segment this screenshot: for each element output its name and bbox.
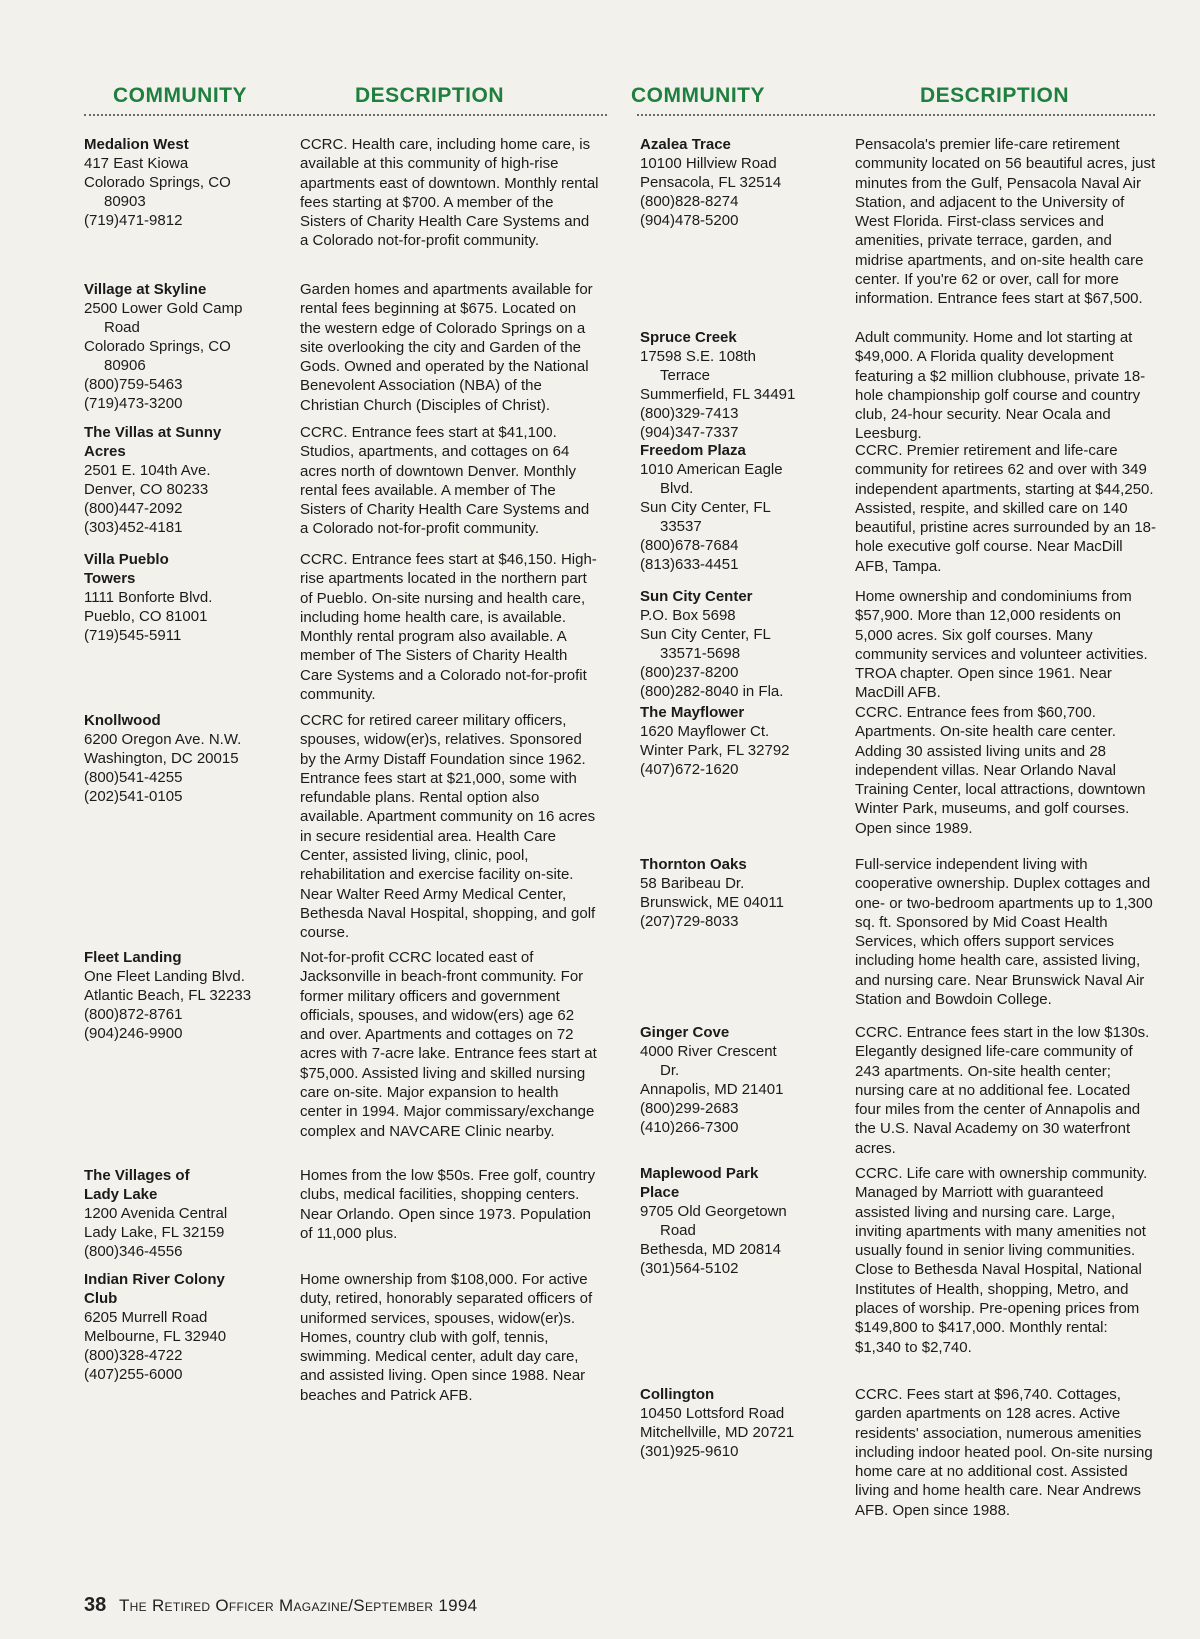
community-address-line: (301)925-9610 xyxy=(640,1443,739,1460)
community-name: The Villas at Sunny xyxy=(84,424,222,441)
community-address-line: Lady Lake, FL 32159 xyxy=(84,1224,225,1241)
community-address-line: Dr. xyxy=(660,1062,680,1079)
community-address-line: 1620 Mayflower Ct. xyxy=(640,723,770,740)
community-name: Place xyxy=(640,1184,680,1201)
description-right-3: Home ownership and condominiums from $57,900. More than 12,000 residents on 5,000 acres. Six golf courses. Many community services and volunteer activities. TROA chapter. Open since 1961. Near MacDill AFB. xyxy=(855,588,1148,702)
community-address-line: Denver, CO 80233 xyxy=(84,481,209,498)
description-right-1: Adult community. Home and lot starting at $49,000. A Florida quality development featuring a $2 million clubhouse, private 18-hole championship golf course and country club, 24-hour security. Near Ocala and Leesburg. xyxy=(855,329,1146,443)
community-address-line: (800)541-4255 xyxy=(84,769,183,786)
community-address-line: (301)564-5102 xyxy=(640,1260,739,1277)
community-address-line: 9705 Old Georgetown xyxy=(640,1203,787,1220)
community-address-line: (407)672-1620 xyxy=(640,761,739,778)
community-name: Indian River Colony xyxy=(84,1271,225,1288)
community-address-line: Colorado Springs, CO xyxy=(84,338,231,355)
community-address-line: Bethesda, MD 20814 xyxy=(640,1241,781,1258)
community-name: Club xyxy=(84,1290,118,1307)
community-right-4 xyxy=(640,703,830,779)
community-address-line: (719)471-9812 xyxy=(84,212,183,229)
community-address-line: Melbourne, FL 32940 xyxy=(84,1328,227,1345)
community-address-line: 2500 Lower Gold Camp xyxy=(84,300,243,317)
community-address-line: Sun City Center, FL xyxy=(640,626,771,643)
community-address-line: 1111 Bonforte Blvd. xyxy=(84,589,213,606)
community-name: Collington xyxy=(640,1386,715,1403)
community-address-line: Road xyxy=(104,319,140,336)
community-address-line: 33537 xyxy=(660,518,702,535)
community-right-3 xyxy=(640,587,830,701)
description-left-1: Garden homes and apartments available for rental fees beginning at $675. Located on the western edge of Colorado Springs on a site overlooking the city and Garden of the Gods. Owned and operated by the National Benevolent Association (NBA) of the Christian Church (Disciples of Christ). xyxy=(300,281,593,414)
header-rule-left xyxy=(84,114,607,116)
description-left-0: CCRC. Health care, including home care, is available at this community of high-rise apartments east of downtown. Monthly rental fees starting at $700. A member of the Sisters of Charity Health Care Systems and a Colorado not-for-profit community. xyxy=(300,136,599,250)
community-address-line: 17598 S.E. 108th xyxy=(640,348,756,365)
community-address-line: 10450 Lottsford Road xyxy=(640,1405,785,1422)
community-name: Spruce Creek xyxy=(640,329,737,346)
community-right-1 xyxy=(640,328,830,442)
community-address-line: 58 Baribeau Dr. xyxy=(640,875,745,892)
community-address-line: (202)541-0105 xyxy=(84,788,183,805)
community-name: Knollwood xyxy=(84,712,161,729)
description-right-2: CCRC. Premier retirement and life-care community for retirees 62 and over with 349 independent apartments, starting at $44,250. Assisted, respite, and skilled care on 140 beautiful, pristine acres surrounded by an 18-hole executive golf course. Near MacDill AFB, Tampa. xyxy=(855,442,1157,575)
community-address-line: (800)299-2683 xyxy=(640,1100,739,1117)
page-number: 38 xyxy=(84,1594,107,1616)
community-name: Fleet Landing xyxy=(84,949,182,966)
community-address-line: (904)246-9900 xyxy=(84,1025,183,1042)
community-address-line: Brunswick, ME 04011 xyxy=(640,894,784,911)
community-address-line: (800)346-4556 xyxy=(84,1243,183,1260)
header-rule-right xyxy=(637,114,1155,116)
community-name: Lady Lake xyxy=(84,1186,158,1203)
community-left-7 xyxy=(84,1270,274,1384)
community-address-line: Washington, DC 20015 xyxy=(84,750,239,767)
community-name: The Mayflower xyxy=(640,704,745,721)
community-address-line: Atlantic Beach, FL 32233 xyxy=(84,987,252,1004)
community-address-line: P.O. Box 5698 xyxy=(640,607,736,624)
community-address-line: (800)282-8040 in Fla. xyxy=(640,683,784,700)
community-address-line: 6205 Murrell Road xyxy=(84,1309,208,1326)
community-address-line: (410)266-7300 xyxy=(640,1119,739,1136)
community-address-line: Terrace xyxy=(660,367,711,384)
community-address-line: 80903 xyxy=(104,193,146,210)
community-name: Villa Pueblo xyxy=(84,551,169,568)
community-address-line: Winter Park, FL 32792 xyxy=(640,742,790,759)
community-address-line: Blvd. xyxy=(660,480,694,497)
community-address-line: (800)872-8761 xyxy=(84,1006,183,1023)
community-address-line: (800)828-8274 xyxy=(640,193,739,210)
community-name: Acres xyxy=(84,443,126,460)
header-description-right: DESCRIPTION xyxy=(920,84,1070,107)
community-address-line: Pueblo, CO 81001 xyxy=(84,608,208,625)
community-address-line: 1200 Avenida Central xyxy=(84,1205,228,1222)
community-right-0 xyxy=(640,135,830,230)
magazine-credit: The Retired Officer Magazine/September 1994 xyxy=(118,1596,478,1615)
community-name: Ginger Cove xyxy=(640,1024,730,1041)
community-name: Village at Skyline xyxy=(84,281,207,298)
community-address-line: 2501 E. 104th Ave. xyxy=(84,462,211,479)
community-address-line: (800)447-2092 xyxy=(84,500,183,517)
community-address-line: (813)633-4451 xyxy=(640,556,739,573)
community-address-line: (719)545-5911 xyxy=(84,627,182,644)
community-address-line: 10100 Hillview Road xyxy=(640,155,777,172)
community-address-line: Colorado Springs, CO xyxy=(84,174,231,191)
community-name: Freedom Plaza xyxy=(640,442,746,459)
community-address-line: Sun City Center, FL xyxy=(640,499,771,516)
community-address-line: (800)329-7413 xyxy=(640,405,739,422)
header-description-left: DESCRIPTION xyxy=(355,84,505,107)
community-address-line: (800)678-7684 xyxy=(640,537,739,554)
description-right-8: CCRC. Fees start at $96,740. Cottages, garden apartments on 128 acres. Active residents' association, numerous amenities including indoor heated pool. On-site nursing home care at no additional cost. Assisted living and home health care. Near Andrews AFB. Open since 1988. xyxy=(855,1386,1153,1519)
description-right-4: CCRC. Entrance fees from $60,700. Apartments. On-site health care center. Adding 30 assisted living units and 28 independent villas. Near Orlando Naval Training Center, local attractions, downtown Winter Park, museums, and golf courses. Open since 1989. xyxy=(855,704,1146,837)
description-right-6: CCRC. Entrance fees start in the low $130s. Elegantly designed life-care community of 243 apartments. On-site health center; nursing care at no additional fee. Located four miles from the center of Annapolis and the U.S. Naval Academy on 30 waterfront acres. xyxy=(855,1024,1150,1157)
community-address-line: (407)255-6000 xyxy=(84,1366,183,1383)
description-left-5: Not-for-profit CCRC located east of Jacksonville in beach-front community. For former military officers and government officials, spouses, and widow(ers) age 62 and over. Apartments and cottages on 72 acres with 7-acre lake. Entrance fees start at $75,000. Assisted living and skilled nursing care on-site. Major expansion to health center in 1994. Major commissary/exchange complex and NAVCARE Clinic nearby. xyxy=(300,949,597,1140)
community-address-line: (719)473-3200 xyxy=(84,395,183,412)
community-address-line: Summerfield, FL 34491 xyxy=(640,386,796,403)
description-right-5: Full-service independent living with cooperative ownership. Duplex cottages and one- or two-bedroom apartments up to 1,300 sq. ft. Sponsored by Mid Coast Health Services, which offers support services including home health care, assisted living, and nursing care. Near Brunswick Naval Air Station and Bowdoin College. xyxy=(855,856,1153,1009)
community-address-line: (800)237-8200 xyxy=(640,664,739,681)
community-address-line: (800)328-4722 xyxy=(84,1347,183,1364)
description-left-7: Home ownership from $108,000. For active duty, retired, honorably separated officers of uniformed services, spouses, widow(er)s. Homes, country club with golf, tennis, swimming. Medical center, adult day care, and assisted living. Open since 1988. Near beaches and Patrick AFB. xyxy=(300,1271,593,1404)
community-name: Towers xyxy=(84,570,136,587)
description-right-0: Pensacola's premier life-care retirement community located on 56 beautiful acres, just minutes from the Gulf, Pensacola Naval Air Station, and adjacent to the University of West Florida. First-class services and amenities, private terrace, garden, and midrise apartments, and on-site health care center. If you're 62 or over, call for more information. Entrance fees start at $67,500. xyxy=(855,136,1156,308)
community-name: Azalea Trace xyxy=(640,136,731,153)
community-left-5 xyxy=(84,948,274,1043)
community-address-line: (800)759-5463 xyxy=(84,376,183,393)
description-left-6: Homes from the low $50s. Free golf, country clubs, medical facilities, shopping centers. Near Orlando. Open since 1973. Population of 11,000 plus. xyxy=(300,1167,596,1242)
community-address-line: 417 East Kiowa xyxy=(84,155,189,172)
community-right-8 xyxy=(640,1385,830,1461)
community-left-2 xyxy=(84,423,274,537)
community-name: Sun City Center xyxy=(640,588,753,605)
description-right-7: CCRC. Life care with ownership community. Managed by Marriott with guaranteed assisted living and nursing care. Large, inviting apartments with many amenities not usually found in senior living communities. Close to Bethesda Naval Hospital, National Institutes of Health, shopping, Metro, and places of worship. Pre-opening prices from $149,800 to $417,000. Monthly rental: $1,340 to $2,740. xyxy=(855,1165,1148,1356)
community-name: The Villages of xyxy=(84,1167,190,1184)
description-left-4: CCRC for retired career military officers, spouses, widow(er)s, relatives. Sponsored by the Army Distaff Foundation since 1962. Entrance fees start at $21,000, some with refundable plans. Rental option also available. Apartment community on 16 acres in secure residential area. Health Care Center, assisted living, clinic, pool, rehabilitation and exercise facility on-site. Near Walter Reed Army Medical Center, Bethesda Naval Hospital, shopping, and golf course. xyxy=(300,712,596,942)
community-left-6 xyxy=(84,1166,274,1261)
community-name: Thornton Oaks xyxy=(640,856,747,873)
community-address-line: (904)478-5200 xyxy=(640,212,739,229)
community-address-line: 33571-5698 xyxy=(660,645,741,662)
community-address-line: (207)729-8033 xyxy=(640,913,739,930)
community-address-line: (303)452-4181 xyxy=(84,519,183,536)
community-address-line: Mitchellville, MD 20721 xyxy=(640,1424,795,1441)
community-left-1 xyxy=(84,280,274,413)
community-address-line: Pensacola, FL 32514 xyxy=(640,174,782,191)
community-address-line: One Fleet Landing Blvd. xyxy=(84,968,245,985)
community-right-6 xyxy=(640,1023,830,1137)
community-address-line: Road xyxy=(660,1222,696,1239)
community-right-5 xyxy=(640,855,830,931)
community-address-line: 80906 xyxy=(104,357,146,374)
page-footer xyxy=(84,1594,477,1617)
description-left-2: CCRC. Entrance fees start at $41,100. Studios, apartments, and cottages on 64 acres north of downtown Denver. Monthly rental fees available. A member of The Sisters of Charity Health Care Systems and a Colorado not-for-profit community. xyxy=(300,424,590,538)
header-community-right: COMMUNITY xyxy=(631,84,765,107)
community-name: Medalion West xyxy=(84,136,189,153)
community-address-line: 4000 River Crescent xyxy=(640,1043,777,1060)
community-name: Maplewood Park xyxy=(640,1165,759,1182)
community-address-line: 1010 American Eagle xyxy=(640,461,783,478)
header-community-left: COMMUNITY xyxy=(113,84,247,107)
description-left-3: CCRC. Entrance fees start at $46,150. High-rise apartments located in the northern part of Pueblo. On-site nursing and health care, including home health care, is available. Monthly rental program also available. A member of The Sisters of Charity Health Care Systems and a Colorado not-for-profit community. xyxy=(300,551,597,704)
community-address-line: 6200 Oregon Ave. N.W. xyxy=(84,731,242,748)
community-right-7 xyxy=(640,1164,830,1278)
community-left-4 xyxy=(84,711,274,806)
community-address-line: Annapolis, MD 21401 xyxy=(640,1081,784,1098)
community-left-0 xyxy=(84,135,274,230)
community-left-3 xyxy=(84,550,274,645)
community-right-2 xyxy=(640,441,830,574)
community-address-line: (904)347-7337 xyxy=(640,424,739,441)
